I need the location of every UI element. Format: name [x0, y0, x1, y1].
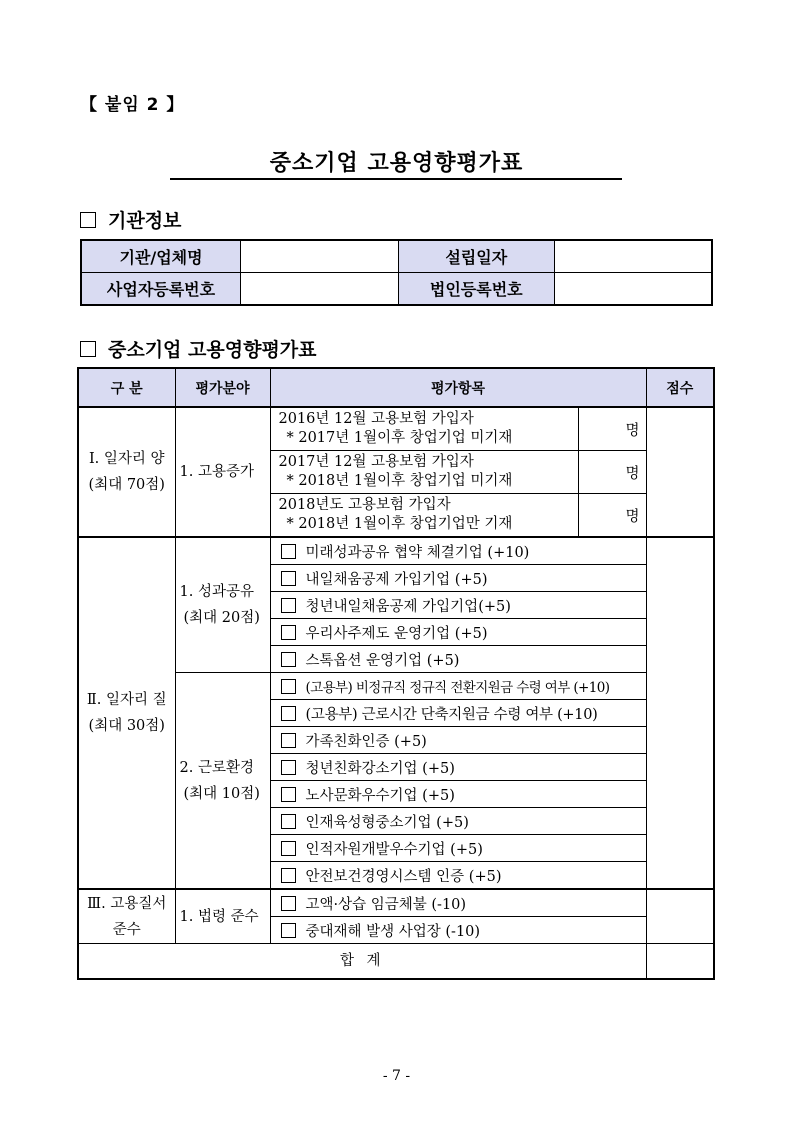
cat3-cell: [78, 889, 175, 944]
cat1-max: (최대 70점): [88, 477, 165, 493]
cat3-name: Ⅲ. 고용질서: [87, 895, 167, 912]
header-category: 구 분: [78, 368, 175, 407]
title-underline: [170, 178, 622, 180]
cat2-field2: [175, 673, 270, 890]
checklist-item[interactable]: [270, 808, 646, 835]
cat2-score[interactable]: [646, 537, 714, 889]
checklist-item[interactable]: [270, 835, 646, 862]
cat2-field1: [175, 537, 270, 673]
cat1-score[interactable]: [646, 407, 714, 537]
header-score: 점수: [646, 368, 714, 407]
checkbox-icon[interactable]: [281, 841, 296, 856]
checkbox-icon[interactable]: [281, 923, 296, 938]
unit-label: 명: [625, 508, 640, 525]
count-row-2016: [270, 407, 578, 451]
checkbox-icon[interactable]: [281, 814, 296, 829]
item-label: 인재육성형중소기업 (+5): [305, 814, 469, 831]
header-field: 평가분야: [175, 368, 270, 407]
item-label: 안전보건경영시스템 인증 (+5): [305, 868, 502, 885]
checklist-item[interactable]: [270, 646, 646, 673]
checklist-item[interactable]: [270, 592, 646, 619]
checklist-item[interactable]: [270, 889, 646, 917]
section-info-heading: [80, 206, 181, 233]
count-label: 2018년도 고용보험 가입자: [278, 497, 451, 513]
founded-date-label: 설립일자: [398, 240, 555, 273]
checklist-item[interactable]: [270, 673, 646, 700]
count-row-2017: [270, 451, 578, 494]
checkbox-icon[interactable]: [281, 896, 296, 911]
document-title: 중소기업 고용영향평가표: [269, 151, 524, 176]
cat2-max: (최대 30점): [88, 718, 165, 734]
field2-max: (최대 10점): [183, 785, 260, 802]
founded-date-value[interactable]: [555, 240, 712, 273]
checklist-item[interactable]: [270, 537, 646, 565]
page-number: - 7 -: [382, 1068, 411, 1084]
count-input-2016[interactable]: [578, 407, 646, 451]
cat2-cell: [78, 537, 175, 889]
total-label: 합 계: [78, 944, 646, 980]
item-label: 인적자원개발우수기업 (+5): [305, 841, 483, 858]
checklist-item[interactable]: [270, 862, 646, 890]
cat3-score[interactable]: [646, 889, 714, 944]
cat3-name-2: 준수: [112, 921, 141, 938]
item-label: 고액·상습 임금체불 (-10): [305, 896, 467, 913]
count-row-2018: [270, 494, 578, 538]
checkbox-icon[interactable]: [281, 544, 296, 559]
info-table: [80, 239, 713, 306]
biz-reg-label: 사업자등록번호: [81, 273, 241, 306]
unit-label: 명: [625, 465, 640, 482]
section-info-title: 기관정보: [108, 210, 182, 232]
count-note: * 2018년 1월이후 창업기업만 기재: [286, 516, 513, 532]
checkbox-icon[interactable]: [281, 787, 296, 802]
checkbox-icon[interactable]: [281, 760, 296, 775]
total-score[interactable]: [646, 944, 714, 980]
item-label: 스톡옵션 운영기업 (+5): [305, 652, 460, 669]
count-note: * 2018년 1월이후 창업기업 미기재: [286, 473, 513, 489]
corp-reg-value[interactable]: [555, 273, 712, 306]
cat2-name: Ⅱ. 일자리 질: [86, 692, 167, 708]
checklist-item[interactable]: [270, 565, 646, 592]
cat3-field: 1. 법령 준수: [175, 889, 270, 944]
item-label: 청년친화강소기업 (+5): [305, 760, 455, 777]
checkbox-icon[interactable]: [281, 679, 296, 694]
company-name-label: 기관/업체명: [81, 240, 241, 273]
checkbox-icon[interactable]: [281, 625, 296, 640]
count-label: 2017년 12월 고용보험 가입자: [278, 454, 474, 470]
field2-name: 2. 근로환경: [179, 759, 254, 776]
count-note: * 2017년 1월이후 창업기업 미기재: [286, 430, 513, 446]
company-name-value[interactable]: [241, 240, 398, 273]
checklist-item[interactable]: [270, 754, 646, 781]
header-items: 평가항목: [270, 368, 646, 407]
count-input-2018[interactable]: [578, 494, 646, 538]
item-label: 우리사주제도 운영기업 (+5): [305, 625, 488, 642]
item-label: 내일채움공제 가입기업 (+5): [305, 571, 488, 588]
checkbox-icon: [80, 341, 96, 357]
checkbox-icon[interactable]: [281, 733, 296, 748]
cat1-field: 1. 고용증가: [175, 407, 270, 537]
count-label: 2016년 12월 고용보험 가입자: [278, 411, 474, 427]
checkbox-icon: [80, 212, 96, 228]
section-eval-heading: [80, 335, 317, 362]
checkbox-icon[interactable]: [281, 598, 296, 613]
corp-reg-label: 법인등록번호: [398, 273, 555, 306]
checklist-item[interactable]: [270, 781, 646, 808]
checkbox-icon[interactable]: [281, 868, 296, 883]
checklist-item[interactable]: [270, 727, 646, 754]
field1-max: (최대 20점): [183, 610, 260, 626]
evaluation-table: [77, 367, 715, 980]
cat1-name: Ⅰ. 일자리 양: [88, 451, 165, 467]
item-label: 중대재해 발생 사업장 (-10): [305, 923, 481, 940]
unit-label: 명: [625, 422, 640, 439]
item-label: (고용부) 근로시간 단축지원금 수령 여부 (+10): [305, 706, 598, 723]
item-label: 노사문화우수기업 (+5): [305, 787, 455, 804]
checklist-item[interactable]: [270, 917, 646, 944]
count-input-2017[interactable]: [578, 451, 646, 494]
cat1-cell: [78, 407, 175, 537]
checkbox-icon[interactable]: [281, 571, 296, 586]
item-label: (고용부) 비정규직 정규직 전환지원금 수령 여부 (+10): [305, 680, 610, 696]
item-label: 청년내일채움공제 가입기업(+5): [305, 598, 511, 615]
checklist-item[interactable]: [270, 619, 646, 646]
field1-name: 1. 성과공유: [179, 584, 254, 600]
checkbox-icon[interactable]: [281, 706, 296, 721]
attachment-label: 【 붙임 2 】: [80, 95, 185, 115]
section-eval-title: 중소기업 고용영향평가표: [108, 339, 317, 361]
biz-reg-value[interactable]: [241, 273, 398, 306]
checklist-item[interactable]: [270, 700, 646, 727]
item-label: 가족친화인증 (+5): [305, 733, 427, 750]
item-label: 미래성과공유 협약 체결기업 (+10): [305, 544, 530, 561]
checkbox-icon[interactable]: [281, 652, 296, 667]
